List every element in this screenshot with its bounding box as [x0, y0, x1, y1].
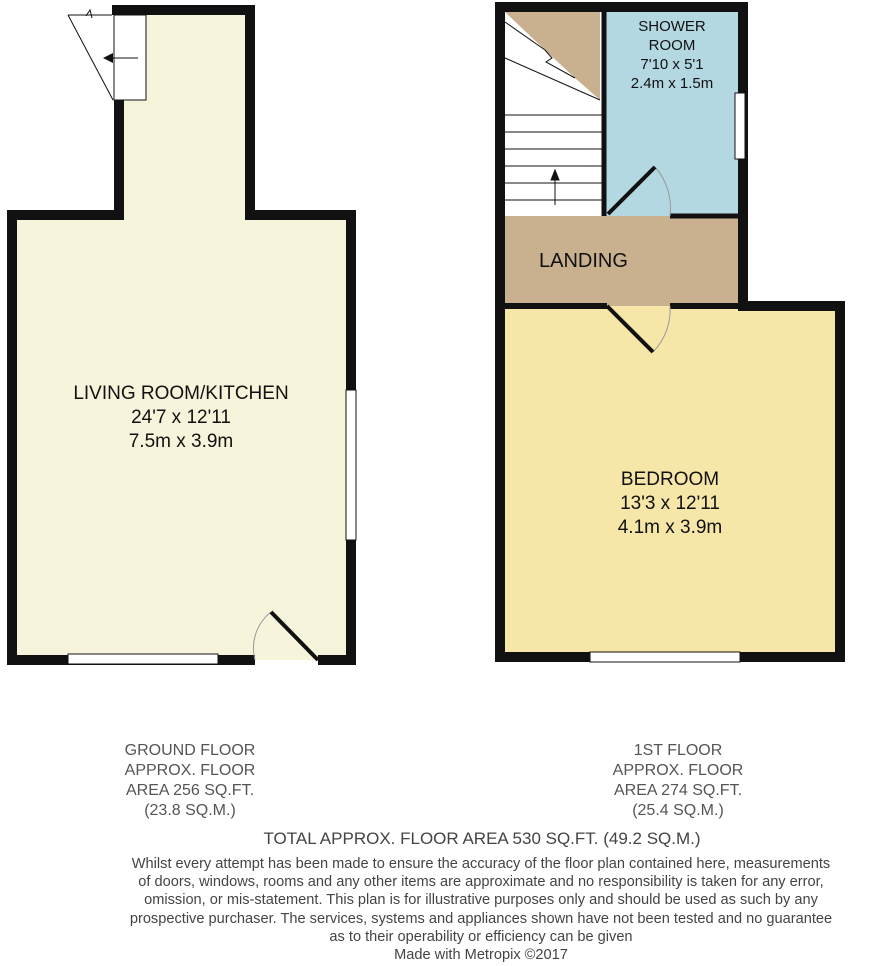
total-floor-area: TOTAL APPROX. FLOOR AREA 530 SQ.FT. (49.2 SQ.M.) — [263, 829, 701, 848]
disclaimer-line: prospective purchaser. The services, systems and appliances shown have not been tested and no guarantee — [129, 910, 833, 927]
first-floor-area-caption — [568, 741, 788, 821]
first-floor-caption-line: (25.4 SQ.M.) — [632, 802, 724, 819]
first-floor-caption-line: APPROX. FLOOR — [612, 762, 744, 779]
ground-floor-caption-line: AREA 256 SQ.FT. — [125, 782, 255, 799]
disclaimer-line: as to their operability or efficiency can be given — [329, 928, 633, 945]
landing-label: LANDING — [539, 250, 628, 272]
living-room-size-imperial: 24'7 x 12'11 — [131, 407, 231, 428]
living-room-size-metric: 7.5m x 3.9m — [128, 431, 234, 452]
shower-room-size-imperial: 7'10 x 5'1 — [640, 56, 704, 73]
bedroom-label: BEDROOM — [620, 469, 720, 490]
first-floor-caption-line: 1ST FLOOR — [633, 742, 723, 759]
living-room-label: LIVING ROOM/KITCHEN — [73, 383, 289, 404]
shower-room-label-line1: SHOWER — [638, 18, 706, 35]
shower-room-size-metric: 2.4m x 1.5m — [630, 75, 714, 92]
disclaimer — [90, 855, 872, 964]
shower-room-label-line2: ROOM — [648, 37, 696, 54]
ground-floor-caption-line: APPROX. FLOOR — [124, 762, 256, 779]
disclaimer-line: omission, or mis-statement. This plan is for illustrative purposes only and should be used as such by any — [144, 892, 818, 909]
metropix-credit: Made with Metropix ©2017 — [394, 947, 568, 964]
ground-floor-caption-line: GROUND FLOOR — [124, 742, 256, 759]
bedroom-size-metric: 4.1m x 3.9m — [617, 517, 723, 538]
disclaimer-line: Whilst every attempt has been made to ensure the accuracy of the floor plan contained here, measurements — [131, 856, 831, 872]
living-room-floor — [12, 10, 351, 660]
ground-floor-area-caption — [80, 741, 300, 821]
bedroom-size-imperial: 13'3 x 12'11 — [620, 493, 720, 514]
living-room-window-bottom — [68, 654, 218, 664]
shower-room-window — [735, 93, 745, 159]
bedroom-window — [590, 652, 740, 662]
ground-floor-plan — [12, 10, 356, 664]
first-floor-plan — [500, 7, 840, 662]
staircase-down — [68, 10, 146, 100]
ground-floor-caption-line: (23.8 SQ.M.) — [144, 802, 236, 819]
living-room-window-right — [346, 390, 356, 540]
first-floor-caption-line: AREA 274 SQ.FT. — [613, 782, 743, 799]
disclaimer-line: of doors, windows, rooms and any other items are approximate and no responsibility is taken for any error, — [138, 874, 824, 891]
